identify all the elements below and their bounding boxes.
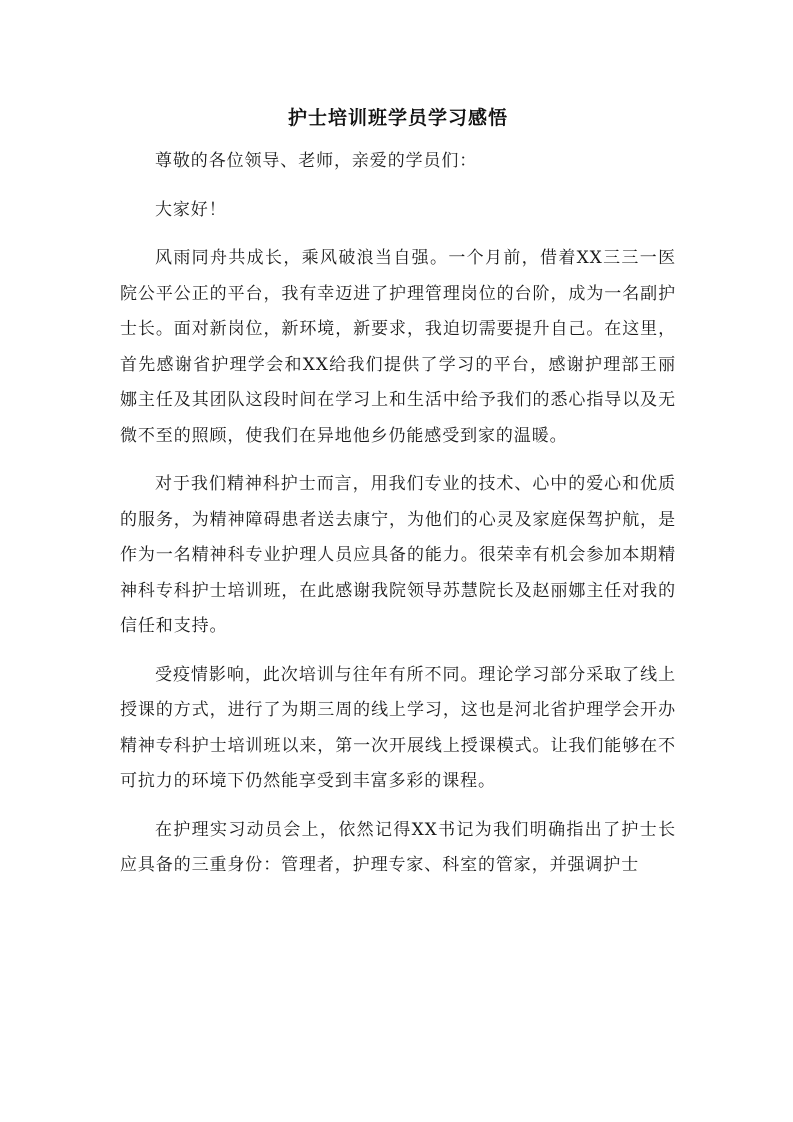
paragraph-greeting: 大家好！ bbox=[155, 199, 227, 220]
paragraph-body-4: 在护理实习动员会上，依然记得XX书记为我们明确指出了护士长应具备的三重身份：管理者，护理专家、科室的管家，并强调护士 bbox=[120, 819, 676, 875]
paragraph-salutation: 尊敬的各位领导、老师，亲爱的学员们： bbox=[155, 151, 478, 171]
paragraph-body-2: 对于我们精神科护士而言，用我们专业的技术、心中的爱心和优质的服务，为精神障碍患者送去康宁，为他们的心灵及家庭保驾护航，是作为一名精神科专业护理人员应具备的能力。很荣幸有机会参加本期精神科专科护士培训班，在此感谢我院领导苏慧院长及赵丽娜主任对我的信任和支持。 bbox=[120, 474, 676, 636]
paragraph-body-1: 风雨同舟共成长，乘风破浪当自强。一个月前，借着XX三三一医院公平公正的平台，我有幸迈进了护理管理岗位的台阶，成为一名副护士长。面对新岗位，新环境，新要求，我迫切需要提升自己。在这里，首先感谢省护理学会和XX给我们提供了学习的平台，感谢护理部王丽娜主任及其团队这段时间在学习上和生活中给予我们的悉心指导以及无微不至的照顾，使我们在异地他乡仍能感受到家的温暖。 bbox=[120, 248, 676, 446]
document-title: 护士培训班学员学习感悟 bbox=[287, 107, 508, 129]
paragraph-body-3: 受疫情影响，此次培训与往年有所不同。理论学习部分采取了线上授课的方式，进行了为期三周的线上学习，这也是河北省护理学会开办精神专科护士培训班以来，第一次开展线上授课模式。让我们能够在不可抗力的环境下仍然能享受到丰富多彩的课程。 bbox=[120, 664, 676, 791]
